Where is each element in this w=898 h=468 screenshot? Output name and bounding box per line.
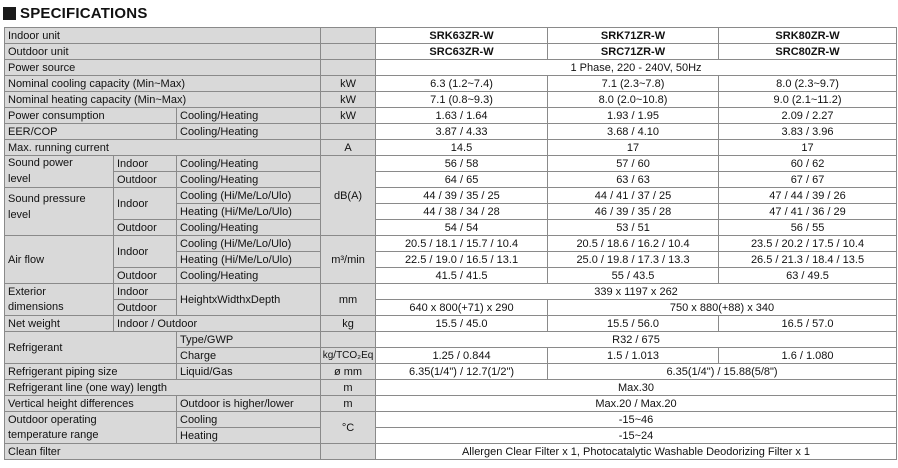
value-cell: 8.0 (2.0~10.8) [548,92,719,108]
piping-size-row [5,364,897,380]
value-cell: Max.30 [376,380,897,396]
unit-cell: kW [321,92,376,108]
value-cell: 1 Phase, 220 - 240V, 50Hz [376,60,897,76]
row-label: Net weight [5,316,114,332]
unit-cell: dB(A) [321,156,376,236]
sub-label: Liquid/Gas [177,364,321,380]
unit-cell: kW [321,108,376,124]
row-label: Power source [5,60,321,76]
row-label: Refrigerant piping size [5,364,177,380]
vertical-height-row [5,396,897,412]
row-label: Refrigerant [5,332,177,364]
value-cell: 47 / 41 / 36 / 29 [719,204,897,220]
value-cell: 15.5 / 56.0 [548,316,719,332]
net-weight-row [5,316,897,332]
model-name: SRK80ZR-W [719,28,897,44]
clean-filter-row [5,444,897,460]
unit-cell [321,124,376,140]
value-cell: 1.93 / 1.95 [548,108,719,124]
value-cell: R32 / 675 [376,332,897,348]
sub-label: Cooling/Heating [177,156,321,172]
model-name: SRK63ZR-W [376,28,548,44]
row-label: Power consumption [5,108,177,124]
value-cell: 25.0 / 19.8 / 17.3 / 13.3 [548,252,719,268]
model-name: SRC71ZR-W [548,44,719,60]
value-cell: 63 / 49.5 [719,268,897,284]
sound-power-indoor-row [5,156,897,172]
sub-label: Cooling [177,412,321,428]
sub-label: Cooling/Heating [177,172,321,188]
value-cell: 44 / 38 / 34 / 28 [376,204,548,220]
indoor-unit-row [5,28,897,44]
outdoor-label: Outdoor [114,300,177,316]
sub-label: Cooling/Heating [177,124,321,140]
row-label-line1: Exterior [8,286,46,298]
unit-cell [321,444,376,460]
value-cell: 57 / 60 [548,156,719,172]
value-cell: 6.3 (1.2~7.4) [376,76,548,92]
unit-cell: mm [321,284,376,316]
sub-label: HeightxWidthxDepth [177,284,321,316]
unit-cell [321,332,376,348]
sub-label: Type/GWP [177,332,321,348]
value-cell: 47 / 44 / 39 / 26 [719,188,897,204]
unit-cell: m³/min [321,236,376,284]
outdoor-unit-row [5,44,897,60]
value-cell: 2.09 / 2.27 [719,108,897,124]
row-label: Refrigerant line (one way) length [5,380,321,396]
value-cell: 7.1 (2.3~7.8) [548,76,719,92]
title-marker-icon [3,7,16,20]
value-cell: 14.5 [376,140,548,156]
unit-cell [321,60,376,76]
value-cell: 20.5 / 18.6 / 16.2 / 10.4 [548,236,719,252]
value-cell: 1.5 / 1.013 [548,348,719,364]
value-cell: -15~24 [376,428,897,444]
sub-label: Charge [177,348,321,364]
row-label: Air flow [5,236,114,284]
value-cell: 60 / 62 [719,156,897,172]
row-label: Indoor unit [5,28,321,44]
row-label-line2: level [8,173,31,185]
value-cell: 20.5 / 18.1 / 15.7 / 10.4 [376,236,548,252]
sub-label: Cooling/Heating [177,220,321,236]
temp-range-cooling-row [5,412,897,428]
power-consumption-row [5,108,897,124]
power-source-row [5,60,897,76]
value-cell: 750 x 880(+88) x 340 [548,300,897,316]
value-cell: 9.0 (2.1~11.2) [719,92,897,108]
sub-label: Heating (Hi/Me/Lo/Ulo) [177,204,321,220]
value-cell: 46 / 39 / 35 / 28 [548,204,719,220]
sub-label: Heating [177,428,321,444]
row-label [5,284,114,316]
row-label [5,412,177,444]
unit-cell [321,28,376,44]
indoor-label: Indoor [114,236,177,268]
value-cell: 640 x 800(+71) x 290 [376,300,548,316]
exterior-outdoor-row [5,300,897,316]
sub-label: Heating (Hi/Me/Lo/Ulo) [177,252,321,268]
max-current-row [5,140,897,156]
value-cell: 44 / 39 / 35 / 25 [376,188,548,204]
unit-cell: kW [321,76,376,92]
row-label [5,156,114,188]
sub-label: Indoor / Outdoor [114,316,321,332]
value-cell: 22.5 / 19.0 / 16.5 / 13.1 [376,252,548,268]
sub-label: Cooling/Heating [177,268,321,284]
value-cell: 6.35(1/4") / 15.88(5/8") [548,364,897,380]
unit-cell: kg [321,316,376,332]
indoor-label: Indoor [114,188,177,220]
row-label: Vertical height differences [5,396,177,412]
sub-label: Cooling/Heating [177,108,321,124]
row-label-line2: level [8,209,31,221]
row-label-line1: Outdoor operating [8,414,97,426]
model-name: SRC63ZR-W [376,44,548,60]
row-label [5,188,114,236]
unit-cell: m [321,380,376,396]
unit-cell: ø mm [321,364,376,380]
row-label-line1: Sound pressure [8,193,86,205]
value-cell: 53 / 51 [548,220,719,236]
value-cell: 1.25 / 0.844 [376,348,548,364]
value-cell: 17 [548,140,719,156]
row-label: Nominal cooling capacity (Min~Max) [5,76,321,92]
unit-cell: kg/TCO₂Eq [321,348,376,364]
value-cell: 67 / 67 [719,172,897,188]
row-label: Max. running current [5,140,321,156]
cooling-capacity-row [5,76,897,92]
value-cell: 55 / 43.5 [548,268,719,284]
value-cell: 54 / 54 [376,220,548,236]
unit-cell [321,44,376,60]
value-cell: 3.87 / 4.33 [376,124,548,140]
value-cell: 339 x 1197 x 262 [376,284,897,300]
sound-power-outdoor-row [5,172,897,188]
value-cell: 1.6 / 1.080 [719,348,897,364]
eer-cop-row [5,124,897,140]
value-cell: 15.5 / 45.0 [376,316,548,332]
value-cell: 8.0 (2.3~9.7) [719,76,897,92]
value-cell: 16.5 / 57.0 [719,316,897,332]
refrigerant-type-row [5,332,897,348]
value-cell: 17 [719,140,897,156]
value-cell: Max.20 / Max.20 [376,396,897,412]
indoor-label: Indoor [114,284,177,300]
sub-label: Cooling (Hi/Me/Lo/Ulo) [177,236,321,252]
value-cell: 44 / 41 / 37 / 25 [548,188,719,204]
value-cell: Allergen Clear Filter x 1, Photocatalytic Washable Deodorizing Filter x 1 [376,444,897,460]
sound-pressure-cooling-row [5,188,897,204]
sub-label: Outdoor is higher/lower [177,396,321,412]
row-label-line2: temperature range [8,429,99,441]
unit-cell: A [321,140,376,156]
heating-capacity-row [5,92,897,108]
title-bar [0,0,898,26]
row-label-line1: Sound power [8,157,73,169]
value-cell: 26.5 / 21.3 / 18.4 / 13.5 [719,252,897,268]
row-label-line2: dimensions [8,301,64,313]
value-cell: 7.1 (0.8~9.3) [376,92,548,108]
outdoor-label: Outdoor [114,172,177,188]
model-name: SRK71ZR-W [548,28,719,44]
page-title: SPECIFICATIONS [20,4,148,22]
row-label: Outdoor unit [5,44,321,60]
value-cell: 23.5 / 20.2 / 17.5 / 10.4 [719,236,897,252]
sound-pressure-outdoor-row [5,220,897,236]
value-cell: 56 / 55 [719,220,897,236]
unit-cell: m [321,396,376,412]
sub-label: Cooling (Hi/Me/Lo/Ulo) [177,188,321,204]
air-flow-outdoor-row [5,268,897,284]
value-cell: -15~46 [376,412,897,428]
value-cell: 6.35(1/4") / 12.7(1/2") [376,364,548,380]
value-cell: 1.63 / 1.64 [376,108,548,124]
outdoor-label: Outdoor [114,220,177,236]
air-flow-cooling-row [5,236,897,252]
value-cell: 64 / 65 [376,172,548,188]
value-cell: 56 / 58 [376,156,548,172]
indoor-label: Indoor [114,156,177,172]
value-cell: 63 / 63 [548,172,719,188]
row-label: Nominal heating capacity (Min~Max) [5,92,321,108]
outdoor-label: Outdoor [114,268,177,284]
unit-cell: °C [321,412,376,444]
row-label: Clean filter [5,444,321,460]
row-label: EER/COP [5,124,177,140]
value-cell: 3.83 / 3.96 [719,124,897,140]
exterior-indoor-row [5,284,897,300]
model-name: SRC80ZR-W [719,44,897,60]
specifications-table [4,27,897,460]
value-cell: 41.5 / 41.5 [376,268,548,284]
line-length-row [5,380,897,396]
value-cell: 3.68 / 4.10 [548,124,719,140]
